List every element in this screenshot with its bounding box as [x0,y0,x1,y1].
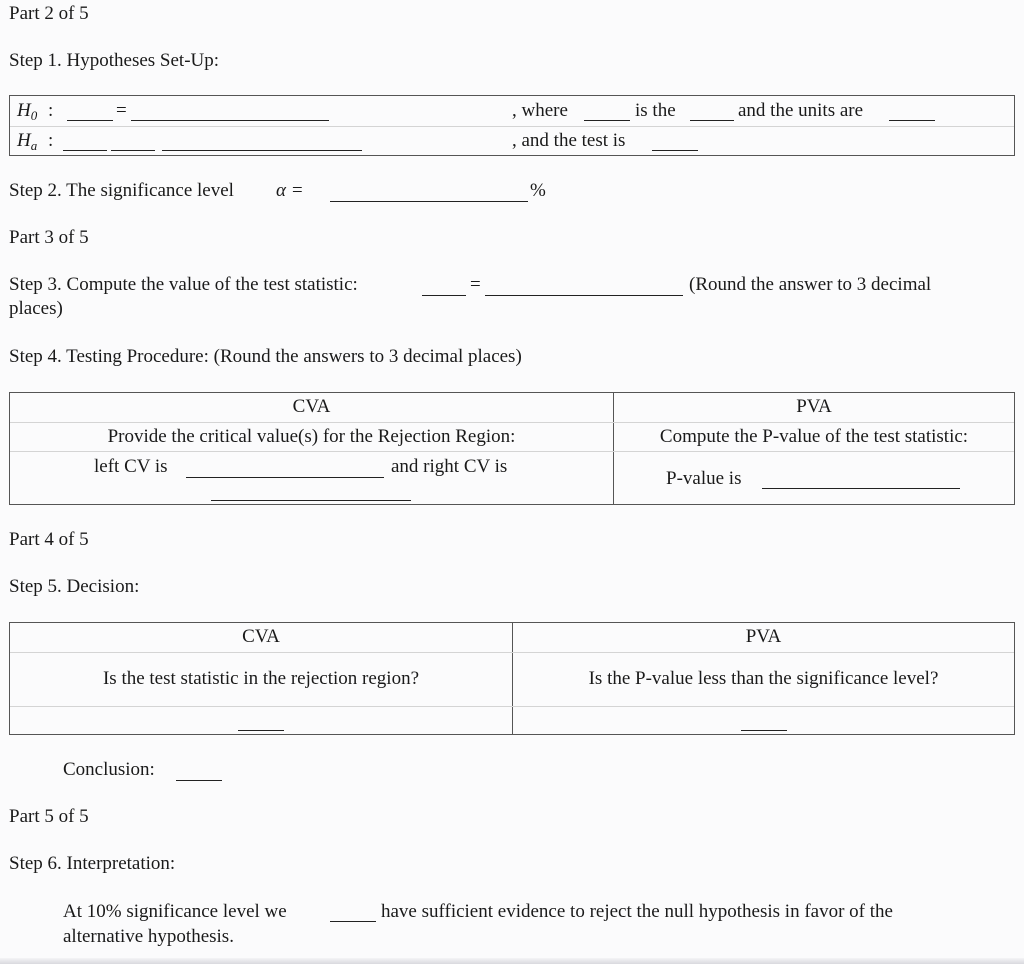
h0-equals: = [116,100,127,121]
step3-text: Step 3. Compute the value of the test statistic: [9,274,358,295]
pva-question: Is the P-value less than the significance level? [588,668,939,689]
cva-question: Is the test statistic in the rejection region? [102,668,420,689]
h0-parameter-blank[interactable] [67,120,113,121]
step4-heading: Step 4. Testing Procedure: (Round the answers to 3 decimal places) [9,346,522,367]
left-cv-blank[interactable] [186,477,384,478]
units-text: and the units are [738,100,864,121]
conclusion-blank[interactable] [176,780,222,781]
step1-heading: Step 1. Hypotheses Set-Up: [9,50,220,71]
decision-row-divider-2 [10,706,1014,707]
part3-title: Part 3 of 5 [9,227,89,248]
decision-pva-header: PVA [745,626,782,647]
ha-parameter-blank[interactable] [63,150,107,151]
step2-text: Step 2. The significance level [9,180,234,201]
bottom-edge-shadow [0,958,1024,964]
interpretation-text-middle: have sufficient evidence to reject the null hypothesis in favor of the [381,901,893,922]
step3-equals: = [470,274,481,295]
pva-prompt: Compute the P-value of the test statistic: [659,426,969,447]
units-blank[interactable] [889,120,935,121]
ha-label: $H_a$ [17,130,38,153]
test-type-text: , and the test is [512,130,626,151]
parameter-description-blank[interactable] [690,120,734,121]
test-statistic-symbol-blank[interactable] [422,295,466,296]
cva-answer-blank[interactable] [238,730,284,731]
interpretation-text-end: alternative hypothesis. [63,926,234,947]
interpretation-blank[interactable] [330,921,376,922]
pva-answer-blank[interactable] [741,730,787,731]
interpretation-text-start: At 10% significance level we [63,901,287,922]
parameter-symbol-blank[interactable] [584,120,630,121]
testing-procedure-row-divider-2 [10,451,1014,452]
percent-sign: % [530,180,546,201]
part2-title: Part 2 of 5 [9,3,89,24]
ha-colon: : [48,130,54,151]
test-type-blank[interactable] [652,150,698,151]
pvalue-label: P-value is [666,468,742,489]
test-statistic-value-blank[interactable] [485,295,683,296]
significance-level-blank[interactable] [330,201,528,202]
part5-title: Part 5 of 5 [9,806,89,827]
right-cv-label: and right CV is [391,456,508,477]
left-cv-label: left CV is [94,456,168,477]
where-text: , where [512,100,568,121]
h0-label: $H_0$ [17,100,38,123]
hypotheses-divider [10,126,1014,127]
pvalue-blank[interactable] [762,488,960,489]
round-note: (Round the answer to 3 decimal [689,274,932,295]
decision-row-divider [10,652,1014,653]
ha-value-blank[interactable] [162,150,362,151]
alpha-symbol: α = [276,180,304,201]
right-cv-blank[interactable] [211,500,411,501]
ha-operator-blank[interactable] [111,150,155,151]
h0-value-blank[interactable] [131,120,329,121]
step5-heading: Step 5. Decision: [9,576,140,597]
pva-header: PVA [796,396,832,417]
round-note-continued: places) [9,298,63,319]
step6-heading: Step 6. Interpretation: [9,853,176,874]
conclusion-label: Conclusion: [63,759,155,780]
part4-title: Part 4 of 5 [9,529,89,550]
cva-header: CVA [292,396,331,417]
h0-colon: : [48,100,54,121]
testing-procedure-row-divider [10,422,1014,423]
is-the-text: is the [635,100,676,121]
decision-cva-header: CVA [242,626,280,647]
cva-prompt: Provide the critical value(s) for the Rejection Region: [107,426,516,447]
